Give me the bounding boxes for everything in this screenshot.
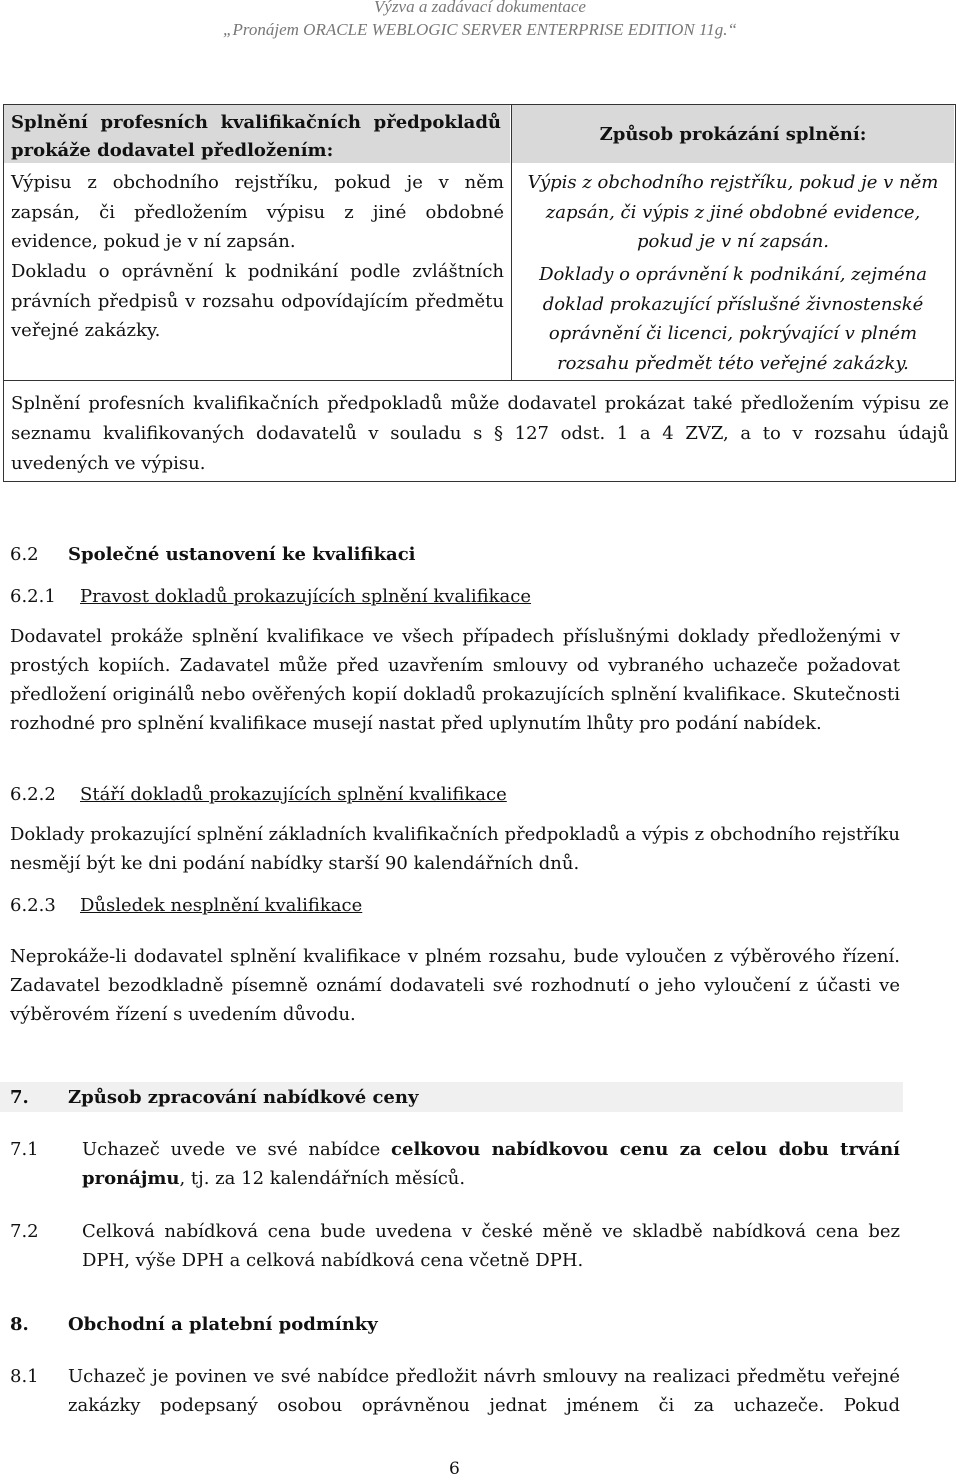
right-heading: Způsob prokázání splnění:	[599, 124, 867, 145]
section-7-1-bold: celkovou nabídkovou cenu za celou dobu trvání	[391, 1139, 901, 1160]
section-6-2-1-body: Dodavatel prokáže splnění kvalifikace ve všech případech příslušnými doklady předloženými v prostých kopiích. Zadavatel může před uzavřením smlouvy od vybraného uchazeče požadovat předložení originálů nebo ověřených kopií dokladů prokazujících splnění kvalifikace. Skutečnosti rozhodné pro splnění kvalifikace musejí nastat před uplynutím lhůty pro podání nabídek.	[10, 626, 900, 734]
section-7-number: 7.	[10, 1087, 29, 1108]
section-7-2-body: Celková nabídková cena bude uvedena v české měně ve skladbě nabídková cena bez DPH, výše DPH a celková nabídková cena včetně DPH.	[82, 1221, 900, 1271]
section-8-number: 8.	[10, 1314, 29, 1335]
section-6-2-2-title: Stáří dokladů prokazujících splnění kvalifikace	[80, 784, 507, 805]
section-8-1-body: Uchazeč je povinen ve své nabídce předložit návrh smlouvy na realizaci předmětu veřejné zakázky podepsaný osobou oprávněnou jednat jménem či za uchazeče. Pokud	[68, 1366, 900, 1416]
right-paragraph-1: Výpis z obchodního rejstříku, pokud je v něm zapsán, či výpis z jiné obdobné evidence, pokud je v ní zapsán.	[527, 172, 939, 252]
section-6-2-3-body: Neprokáže-li dodavatel splnění kvalifikace v plném rozsahu, bude vyloučen z výběrového řízení. Zadavatel bezodkladně písemně oznámí dodavateli své rozhodnutí o jeho vyloučení z účasti ve výběrovém řízení s uvedením důvodu.	[10, 946, 900, 1025]
left-paragraph-1: Výpisu z obchodního rejstříku, pokud je v něm zapsán, či předložením výpisu z jiné obdobné evidence, pokud je v ní zapsán.	[11, 172, 504, 252]
table-left-cell	[4, 105, 512, 381]
section-6-2-title: Společné ustanovení ke kvalifikaci	[68, 544, 416, 565]
section-6-2-2-number: 6.2.2	[10, 784, 56, 805]
left-paragraph-2: Dokladu o oprávnění k podnikání podle zvláštních právních předpisů v rozsahu odpovídajícím předmětu veřejné zakázky.	[11, 261, 504, 341]
section-7-1-line2	[82, 1164, 465, 1193]
header-subtitle: „Pronájem ORACLE WEBLOGIC SERVER ENTERPRISE EDITION 11g.“	[223, 20, 737, 39]
section-6-2-3-number: 6.2.3	[10, 895, 56, 916]
section-6-2-3-title: Důsledek nesplnění kvalifikace	[80, 895, 363, 916]
table-bottom-text: Splnění profesních kvalifikačních předpokladů může dodavatel prokázat také předložením výpisu ze seznamu kvalifikovaných dodavatelů v souladu s § 127 odst. 1 a 4 ZVZ, a to v rozsahu údajů uvedených ve výpisu.	[11, 393, 949, 474]
section-6-2-1-title: Pravost dokladů prokazujících splnění kvalifikace	[80, 586, 532, 607]
section-7-1-bold-2: pronájmu	[82, 1168, 180, 1189]
section-7-title: Způsob zpracování nabídkové ceny	[68, 1087, 419, 1108]
section-7-2-number: 7.2	[10, 1221, 39, 1242]
section-8-1-number: 8.1	[10, 1366, 39, 1387]
qualification-table	[3, 104, 956, 482]
section-6-2-1-number: 6.2.1	[10, 586, 56, 607]
page-number: 6	[449, 1459, 460, 1479]
section-7-1-number: 7.1	[10, 1139, 39, 1160]
section-6-2-2-body: Doklady prokazující splnění základních kvalifikačních předpokladů a výpis z obchodního rejstříku nesmějí být ke dni podání nabídky starší 90 kalendářních dnů.	[10, 824, 900, 874]
section-7-1-rest: , tj. za 12 kalendářních měsíců.	[179, 1168, 466, 1189]
left-heading: Splnění profesních kvalifikačních předpokladů prokáže dodavatel předložením:	[11, 112, 501, 161]
table-right-cell	[512, 105, 954, 381]
section-8-title: Obchodní a platební podmínky	[68, 1314, 378, 1335]
section-7-1-text: Uchazeč uvede ve své nabídce	[82, 1139, 392, 1160]
section-6-2-number: 6.2	[10, 544, 39, 565]
header-title: Výzva a zadávací dokumentace	[374, 0, 586, 16]
section-7-1-line1	[82, 1135, 900, 1164]
right-paragraph-2: Doklady o oprávnění k podnikání, zejména doklad prokazující příslušné živnostenské oprávnění či licenci, pokrývající v plném rozsahu předmět této veřejné zakázky.	[539, 264, 927, 374]
